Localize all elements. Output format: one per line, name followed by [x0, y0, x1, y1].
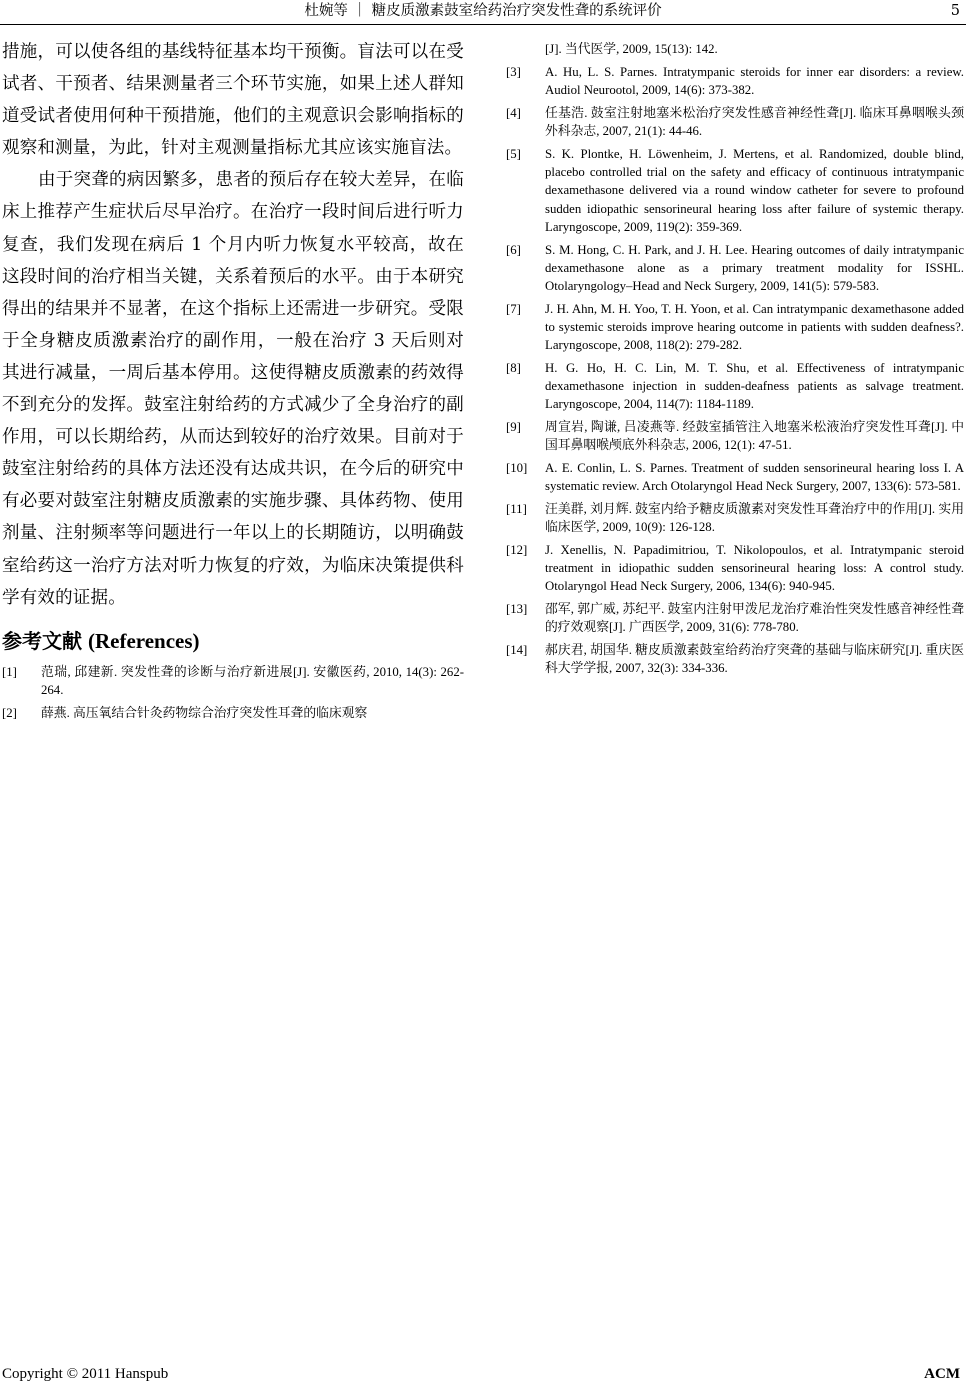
running-title: 杜婉等 ｜ 糖皮质激素鼓室给药治疗突发性聋的系统评价 — [304, 3, 662, 19]
reference-text: J. Xenellis, N. Papadimitriou, T. Nikolopoulos, et al. Intratympanic steroid treatment in idiopathic sudden sensorineural hearing loss: A control study. Otolaryngol Head Neck Surgery, 2006, 134(6): 940-945. — [545, 542, 964, 593]
reference-text: 范瑞, 邱建新. 突发性聋的诊断与治疗新进展[J]. 安徽医药, 2010, 14(3): 262-264. — [41, 664, 464, 697]
reference-number: [8] — [506, 360, 521, 375]
reference-item — [506, 104, 964, 140]
reference-item — [506, 600, 964, 636]
reference-list-right — [506, 63, 964, 677]
reference-text: A. E. Conlin, L. S. Parnes. Treatment of sudden sensorineural hearing loss I. A systematic review. Arch Otolaryngol Head Neck Surgery, 2007, 133(6): 573-581. — [545, 460, 964, 493]
reference-text: 邵军, 郭广威, 苏纪平. 鼓室内注射甲泼尼龙治疗难治性突发性感音神经性聋的疗效观察[J]. 广西医学, 2009, 31(6): 778-780. — [545, 601, 964, 634]
journal-name: ACM — [924, 1366, 960, 1382]
body-paragraph-1: 措施，可以使各组的基线特征基本均干预衡。盲法可以在受试者、干预者、结果测量者三个环节实施，如果上述人群知道受试者使用何种干预措施，他们的主观意识会影响指标的观察和测量，为此，针对主观测量指标尤其应该实施盲法。 — [2, 42, 464, 159]
reference-text: 周宣岩, 陶谦, 吕凌燕等. 经鼓室插管注入地塞米松液治疗突发性耳聋[J]. 中国耳鼻咽喉颅底外科杂志, 2006, 12(1): 47-51. — [545, 419, 964, 453]
reference-number: [3] — [506, 65, 521, 80]
reference-text: H. G. Ho, H. C. Lin, M. T. Shu, et al. Effectiveness of intratympanic dexamethasone injection in sudden-deafness patients as salvage treatment. Laryngoscope, 2004, 114(7): 1184-1189. — [545, 360, 964, 412]
reference-text: 任基浩. 鼓室注射地塞米松治疗突发性感音神经性聋[J]. 临床耳鼻咽喉头颈外科杂志, 2007, 21(1): 44-46. — [545, 106, 964, 139]
reference-number: [4] — [506, 106, 521, 121]
running-header — [0, 0, 966, 25]
reference-text: S. K. Plontke, H. Löwenheim, J. Mertens, et al. Randomized, double blind, placebo controlled trial on the safety and efficacy of continuous intratympanic dexamethasone delivered via a round window catheter for severe to profound sudden idiopathic sensorineural hearing loss after failure of systemic therapy. Laryngoscope, 2009, 119(2): 359-369. — [545, 147, 964, 234]
reference-number: [11] — [506, 501, 527, 516]
reference-number: [2] — [2, 706, 17, 721]
reference-text: A. Hu, L. S. Parnes. Intratympanic steroids for inner ear disorders: a review. Audiol Neurootol, 2009, 14(6): 373-382. — [545, 65, 964, 98]
reference-number: [1] — [2, 664, 17, 679]
page-footer — [0, 1364, 966, 1386]
reference-item — [506, 63, 964, 99]
reference-number: [12] — [506, 542, 528, 557]
reference-number: [7] — [506, 301, 521, 316]
reference-item — [506, 359, 964, 414]
references-heading-en: (References) — [88, 628, 200, 653]
reference-number: [10] — [506, 460, 528, 475]
reference-item — [506, 418, 964, 454]
references-heading-cn: 参考文献 — [2, 628, 82, 653]
reference-text: 薛燕. 高压氧结合针灸药物综合治疗突发性耳聋的临床观察 — [41, 706, 368, 721]
reference-item — [506, 541, 964, 596]
reference-item — [506, 145, 964, 236]
left-column — [2, 36, 464, 722]
body-paragraph-2: 由于突聋的病因繁多，患者的预后存在较大差异，在临床上推荐产生症状后尽早治疗。在治疗一段时间后进行听力复查，我们发现在病后 1 个月内听力恢复水平较高，故在这段时间的治疗相当关键，关系着预后的水平。由于本研究得出的结果并不显著，在这个指标上还需进一步研究。受限于全身糖皮质激素治疗的副作用，一般在治疗 3 天后则对其进行减量，一周后基本停用。这使得糖皮质激素的药效得不到充分的发挥。鼓室注射给药的方式减少了全身治疗的副作用，可以长期给药，从而达到较好的治疗效果。目前对于鼓室注射给药的具体方法还没有达成共识，在今后的研究中有必要对鼓室注射糖皮质激素的实施步骤、具体药物、使用剂量、注射频率等问题进行一年以上的长期随访，以明确鼓室给药这一治疗方法对听力恢复的疗效，为临床决策提供科学有效的证据。 — [2, 170, 464, 608]
page-number: 5 — [950, 3, 960, 19]
copyright-notice: Copyright © 2011 Hanspub — [2, 1366, 169, 1382]
reference-text: 郝庆君, 胡国华. 糖皮质激素鼓室给药治疗突聋的基础与临床研究[J]. 重庆医科大学学报, 2007, 32(3): 334-336. — [545, 642, 964, 675]
reference-number: [6] — [506, 242, 521, 257]
reference-number: [13] — [506, 601, 528, 616]
reference-number: [9] — [506, 419, 521, 434]
references-heading — [2, 624, 464, 658]
right-column — [506, 40, 964, 682]
reference-item — [506, 241, 964, 296]
reference-text: 汪美群, 刘月辉. 鼓室内给予糖皮质激素对突发性耳聋治疗中的作用[J]. 实用临床医学, 2009, 10(9): 126-128. — [545, 501, 964, 534]
reference-continuation: [J]. 当代医学, 2009, 15(13): 142. — [545, 42, 718, 56]
reference-text: J. H. Ahn, M. H. Yoo, T. H. Yoon, et al. Can intratympanic dexamethasone added to systemic steroids improve hearing outcome in patients with sudden deafness?. Laryngoscope, 2008, 118(2): 279-282. — [545, 301, 964, 353]
reference-number: [5] — [506, 147, 521, 162]
reference-text: S. M. Hong, C. H. Park, and J. H. Lee. Hearing outcomes of daily intratympanic dexamethasone alone as a primary treatment modality for ISSHL. Otolaryngology–Head and Neck Surgery, 2009, 141(5): 579-583. — [545, 242, 964, 293]
reference-item — [506, 500, 964, 536]
reference-item — [2, 704, 464, 722]
reference-item — [506, 300, 964, 355]
reference-number: [14] — [506, 642, 528, 657]
reference-item — [506, 459, 964, 495]
reference-list-left — [2, 663, 464, 723]
reference-item — [2, 663, 464, 699]
reference-item — [506, 641, 964, 677]
